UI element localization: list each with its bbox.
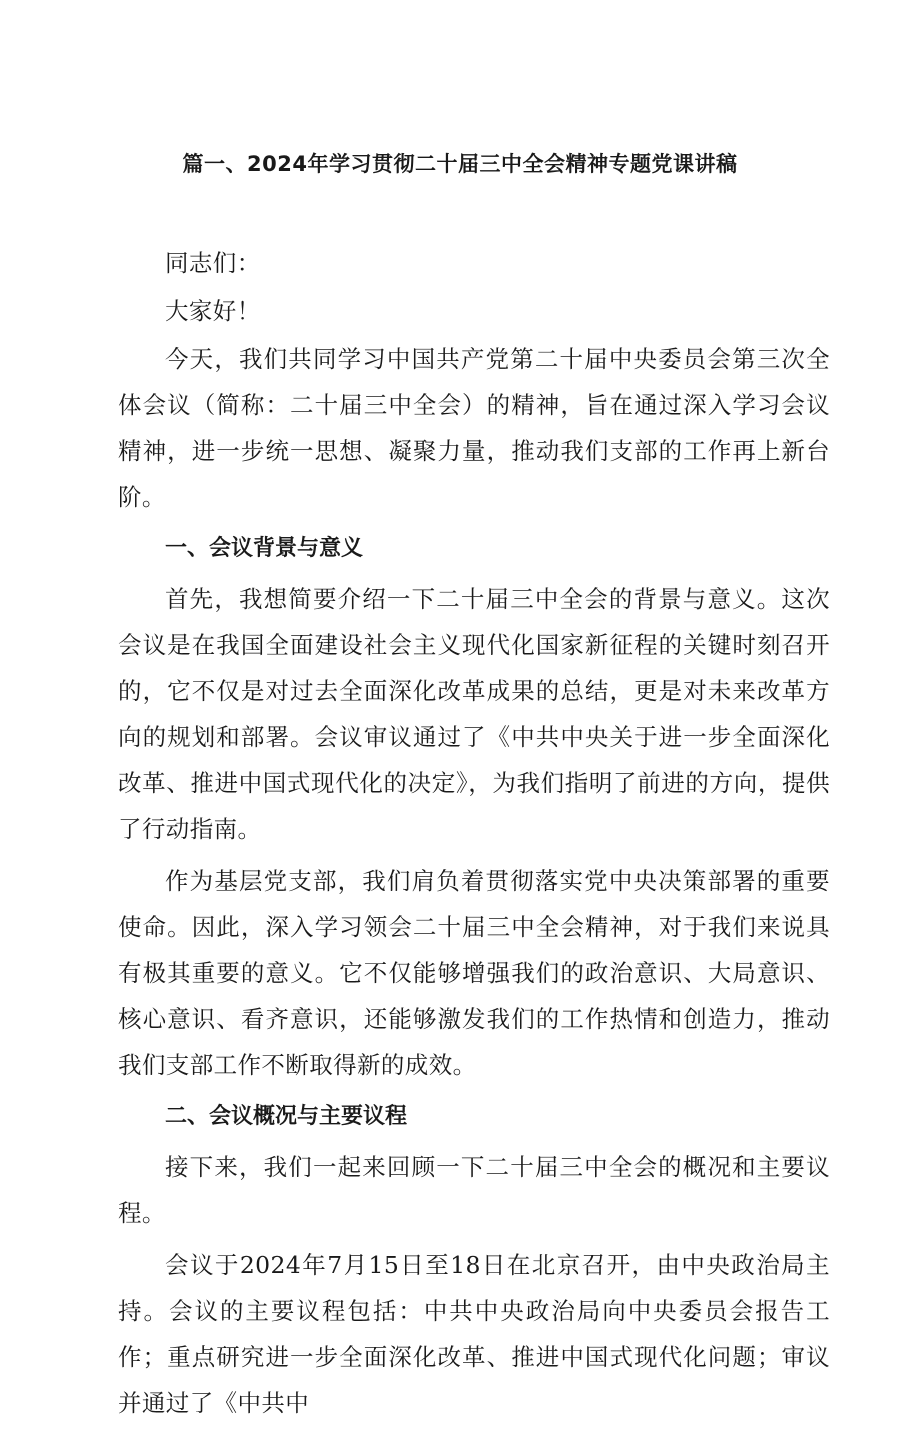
intro-paragraph: 今天，我们共同学习中国共产党第二十届中央委员会第三次全体会议（简称：二十届三中全会）的精神，旨在通过深入学习会议精神，进一步统一思想、凝聚力量，推动我们支部的工作再上新台阶。 <box>118 345 830 511</box>
section-heading-1: 一、会议背景与意义 <box>165 536 364 561</box>
section-heading-2: 二、会议概况与主要议程 <box>165 1104 408 1129</box>
section1-paragraph-1: 首先，我想简要介绍一下二十届三中全会的背景与意义。这次会议是在我国全面建设社会主义现代化国家新征程的关键时刻召开的，它不仅是对过去全面深化改革成果的总结，更是对未来改革方向的规划和部署。会议审议通过了《中共中央关于进一步全面深化改革、推进中国式现代化的决定》，为我们指明了前进的方向，提供了行动指南。 <box>118 585 830 843</box>
document-title: 篇一、2024年学习贯彻二十届三中全会精神专题党课讲稿 <box>182 152 738 176</box>
section1-paragraph-2: 作为基层党支部，我们肩负着贯彻落实党中央决策部署的重要使命。因此，深入学习领会二十届三中全会精神，对于我们来说具有极其重要的意义。它不仅能够增强我们的政治意识、大局意识、核心意识、看齐意识，还能够激发我们的工作热情和创造力，推动我们支部工作不断取得新的成效。 <box>118 867 830 1079</box>
section2-paragraph-1: 接下来，我们一起来回顾一下二十届三中全会的概况和主要议程。 <box>118 1153 830 1227</box>
section2-paragraph-2: 会议于2024年7月15日至18日在北京召开，由中央政治局主持。会议的主要议程包括：中共中央政治局向中央委员会报告工作；重点研究进一步全面深化改革、推进中国式现代化问题；审议并通过了《中共中 <box>118 1251 830 1417</box>
greeting-line: 同志们： <box>165 249 261 277</box>
document-body <box>118 240 830 1432</box>
hello-line: 大家好！ <box>165 297 261 325</box>
